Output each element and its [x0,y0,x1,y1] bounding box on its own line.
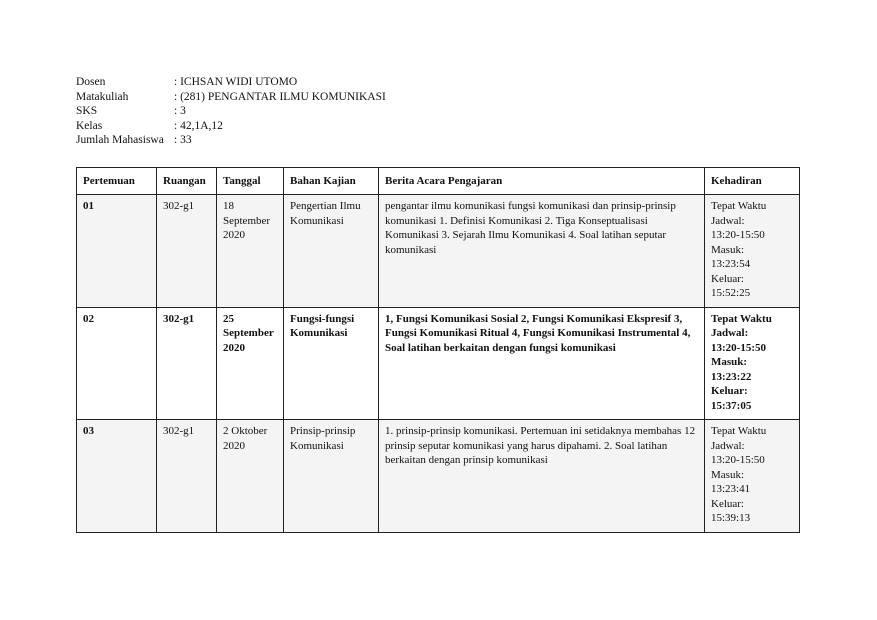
cell-kehadiran [705,195,800,308]
kehadiran-jadwal-value: 13:20-15:50 [711,341,766,354]
kehadiran-jadwal-label: Jadwal: [711,214,745,227]
info-value: : 3 [174,105,186,117]
kehadiran-keluar-label: Keluar: [711,497,744,510]
info-jumlah-mahasiswa [76,133,386,148]
cell-kehadiran [705,307,800,420]
kehadiran-masuk-label: Masuk: [711,468,744,481]
cell-ruangan: 302-g1 [157,195,217,308]
kehadiran-keluar-value: 15:52:25 [711,287,751,299]
kehadiran-status: Tepat Waktu [711,312,772,325]
cell-berita-acara: 1. prinsip-prinsip komunikasi. Pertemuan ini setidaknya membahas 12 prinsip seputar komunikasi yang harus dipahami. 2. Soal latihan berkaitan dengan prinsip komunikasi [379,420,705,533]
cell-bahan-kajian: Prinsip-prinsip Komunikasi [284,420,379,533]
kehadiran-keluar-value: 15:39:13 [711,512,751,524]
header-berita-acara: Berita Acara Pengajaran [379,168,705,195]
info-label: Matakuliah [76,90,129,103]
header-pertemuan: Pertemuan [77,168,157,195]
info-value: : ICHSAN WIDI UTOMO [174,76,298,88]
info-matakuliah [76,90,386,105]
cell-bahan-kajian: Fungsi-fungsi Komunikasi [284,307,379,420]
info-label: Kelas [76,119,103,132]
cell-pertemuan: 03 [77,420,157,533]
kehadiran-masuk-value: 13:23:54 [711,258,751,270]
info-value: : 42,1A,12 [174,119,223,132]
kehadiran-jadwal-label: Jadwal: [711,327,749,339]
table-row [77,195,800,308]
table-header-row [77,168,800,195]
kehadiran-keluar-label: Keluar: [711,385,748,397]
kehadiran-status: Tepat Waktu [711,425,767,437]
header-tanggal: Tanggal [217,168,284,195]
kehadiran-masuk-label: Masuk: [711,356,748,368]
cell-bahan-kajian: Pengertian Ilmu Komunikasi [284,195,379,308]
info-label: SKS [76,105,98,117]
kehadiran-keluar-value: 15:37:05 [711,399,752,412]
kehadiran-jadwal-value: 13:20-15:50 [711,229,765,241]
kehadiran-jadwal-label: Jadwal: [711,439,745,452]
table-row [77,420,800,533]
cell-pertemuan: 01 [77,195,157,308]
info-dosen [76,75,386,90]
kehadiran-masuk-value: 13:23:41 [711,483,751,495]
kehadiran-status: Tepat Waktu [711,200,767,212]
info-value: : (281) PENGANTAR ILMU KOMUNIKASI [174,90,386,103]
cell-tanggal: 18 September 2020 [217,195,284,308]
kehadiran-keluar-label: Keluar: [711,272,744,285]
cell-pertemuan: 02 [77,307,157,420]
cell-berita-acara: pengantar ilmu komunikasi fungsi komunikasi dan prinsip-prinsip komunikasi 1. Definisi Komunikasi 2. Tiga Konseptualisasi Komunikasi 3. Sejarah Ilmu Komunikasi 4. Soal latihan seputar komunikasi [379,195,705,308]
cell-kehadiran [705,420,800,533]
info-label: Jumlah Mahasiswa [76,134,164,146]
header-ruangan: Ruangan [157,168,217,195]
cell-tanggal: 25 September 2020 [217,307,284,420]
info-label: Dosen [76,76,106,88]
course-info [76,75,386,148]
header-bahan-kajian: Bahan Kajian [284,168,379,195]
attendance-table [76,167,800,533]
kehadiran-masuk-value: 13:23:22 [711,370,752,383]
cell-berita-acara: 1, Fungsi Komunikasi Sosial 2, Fungsi Komunikasi Ekspresif 3, Fungsi Komunikasi Ritual 4, Fungsi Komunikasi Instrumental 4, Soal latihan berkaitan dengan fungsi komunikasi [379,307,705,420]
table-row [77,307,800,420]
cell-ruangan: 302-g1 [157,307,217,420]
info-sks [76,104,386,119]
info-value: : 33 [174,134,192,146]
cell-tanggal: 2 Oktober 2020 [217,420,284,533]
kehadiran-jadwal-value: 13:20-15:50 [711,454,765,466]
info-kelas [76,119,386,134]
cell-ruangan: 302-g1 [157,420,217,533]
header-kehadiran: Kehadiran [705,168,800,195]
kehadiran-masuk-label: Masuk: [711,243,744,256]
